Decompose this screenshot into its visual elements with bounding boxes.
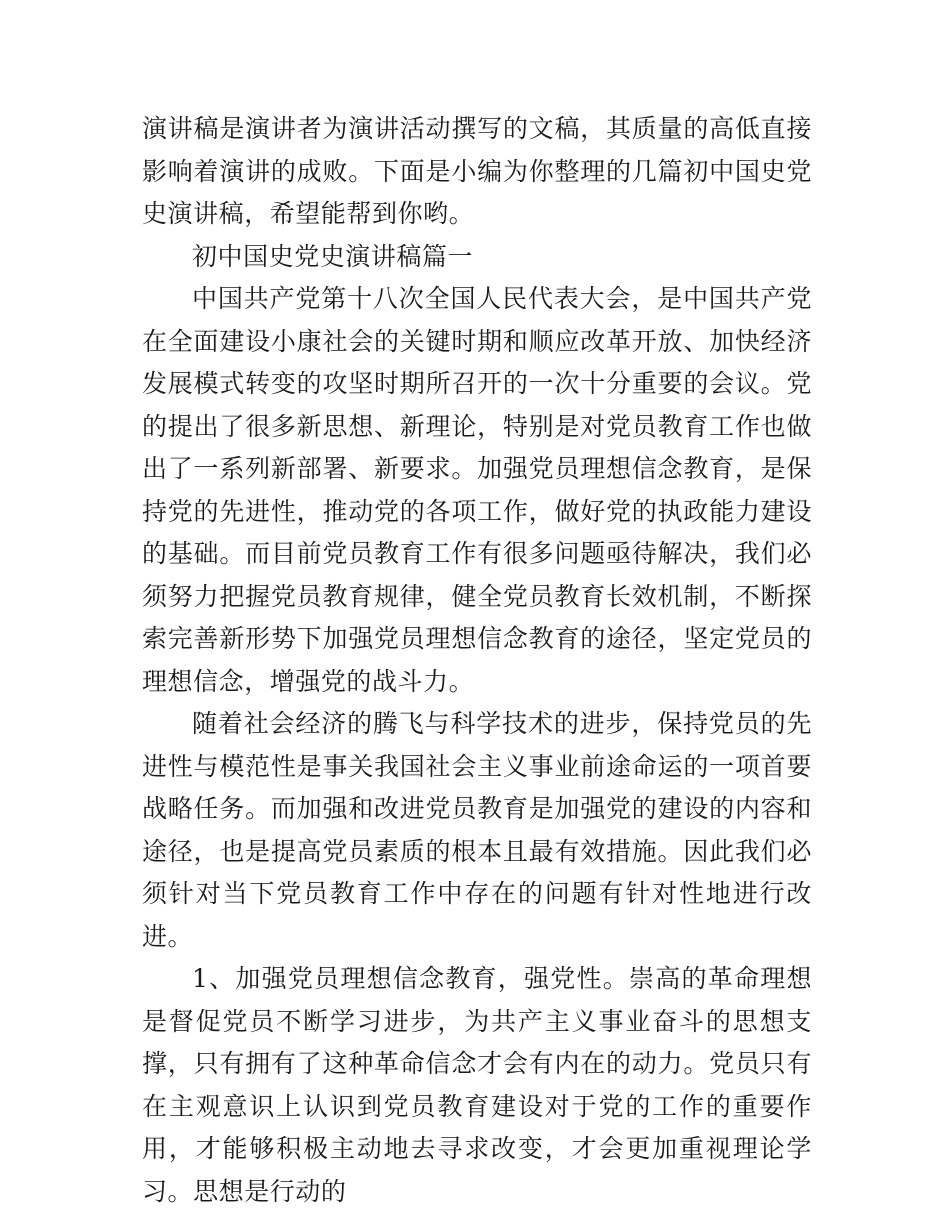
document-body: [142, 108, 812, 1213]
intro-paragraph: 演讲稿是演讲者为演讲活动撰写的文稿，其质量的高低直接影响着演讲的成败。下面是小编为你整理的几篇初中国史党史演讲稿，希望能帮到你哟。: [142, 114, 812, 228]
body-paragraph: 1、加强党员理想信念教育，强党性。崇高的革命理想是督促党员不断学习进步，为共产主义事业奋斗的思想支撑，只有拥有了这种革命信念才会有内在的动力。党员只有在主观意识上认识到党员教育建设对于党的工作的重要作用，才能够积极主动地去寻求改变，才会更加重视理论学习。思想是行动的: [142, 964, 812, 1206]
body-paragraph: 中国共产党第十八次全国人民代表大会，是中国共产党在全面建设小康社会的关键时期和顺应改革开放、加快经济发展模式转变的攻坚时期所召开的一次十分重要的会议。党的提出了很多新思想、新理论，特别是对党员教育工作也做出了一系列新部署、新要求。加强党员理想信念教育，是保持党的先进性，推动党的各项工作，做好党的执政能力建设的基础。而目前党员教育工作有很多问题亟待解决，我们必须努力把握党员教育规律，健全党员教育长效机制，不断探索完善新形势下加强党员理想信念教育的途径，坚定党员的理想信念，增强党的战斗力。: [142, 284, 812, 696]
section-heading: 初中国史党史演讲稿篇一: [192, 241, 474, 271]
body-paragraph: 随着社会经济的腾飞与科学技术的进步，保持党员的先进性与模范性是事关我国社会主义事业前途命运的一项首要战略任务。而加强和改进党员教育是加强党的建设的内容和途径，也是提高党员素质的根本且最有效措施。因此我们必须针对当下党员教育工作中存在的问题有针对性地进行改进。: [142, 709, 812, 951]
